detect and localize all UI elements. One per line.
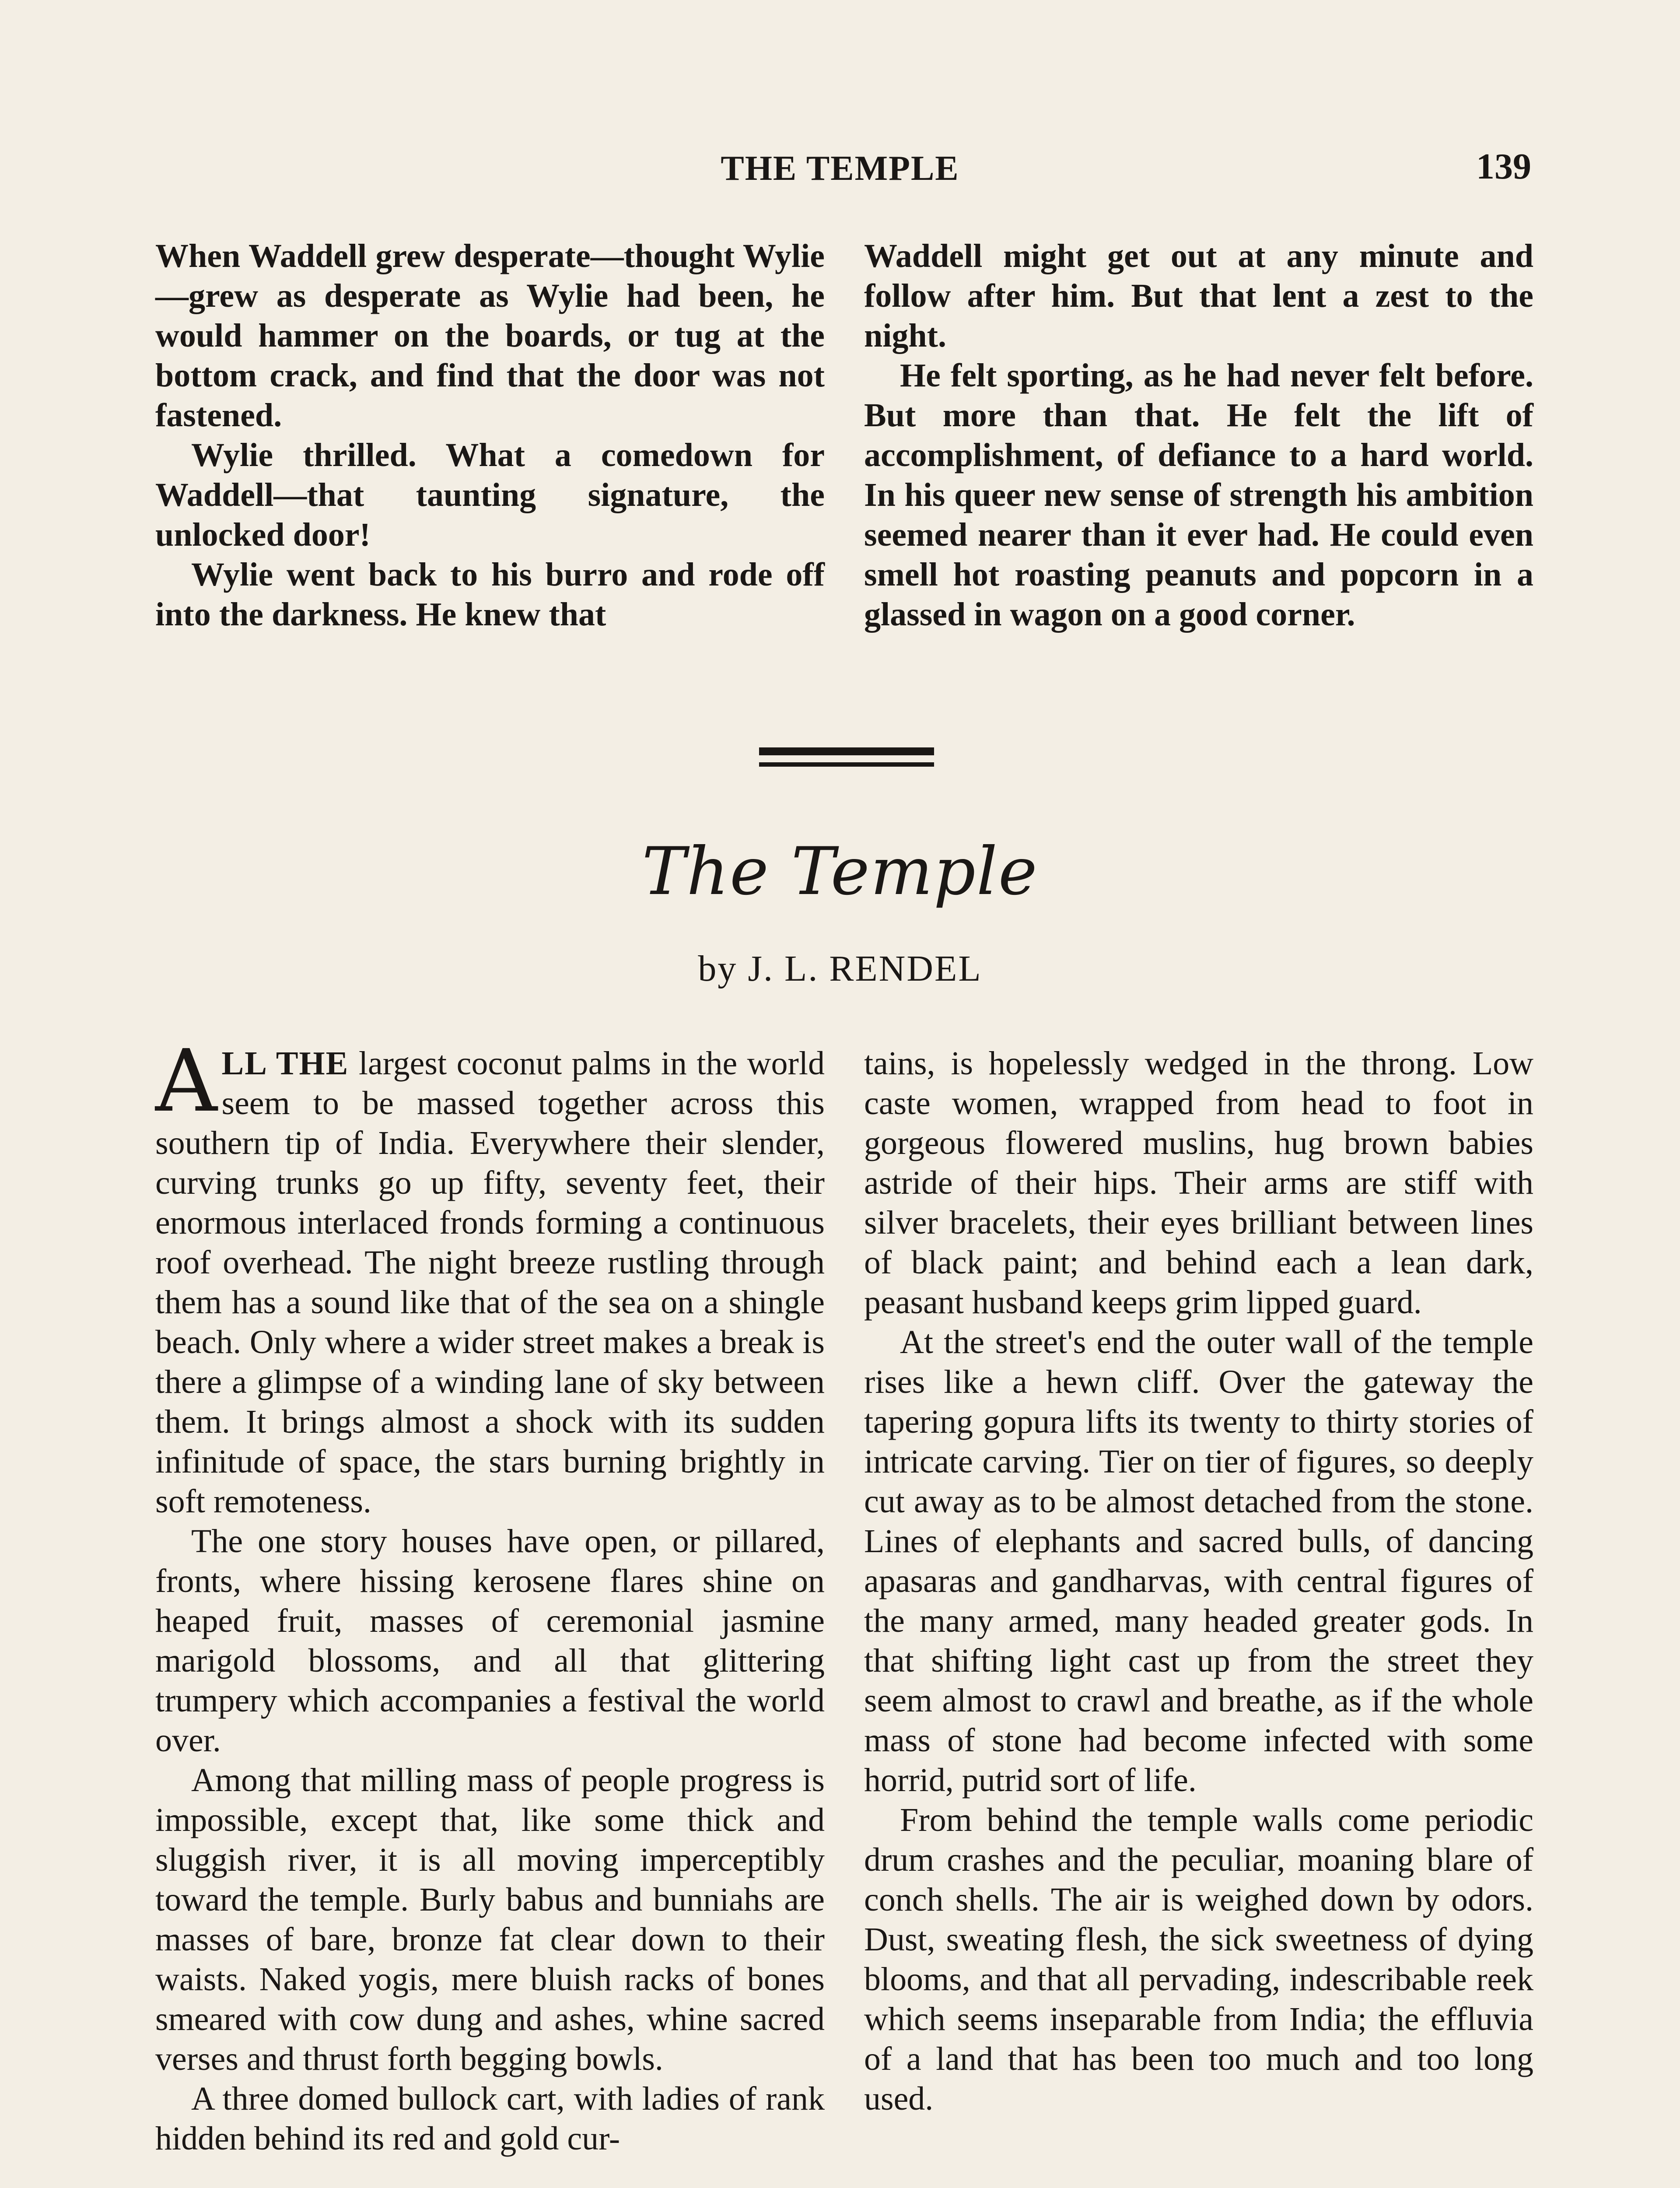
paragraph: Waddell might get out at any minute and follow after him. But that lent a zest to the night. — [864, 238, 1533, 354]
first-paragraph-text: largest coconut palms in the world seem to be massed together across this southern tip of India. Everywhere their slender, curving trunks go up fifty, seventy feet, their enormous interlaced fronds forming a continuous roof overhead. The night breeze rustling through them has a sound like that of the sea on a shingle beach. Only where a wider street makes a break is there a glimpse of a winding lane of sky between them. It brings almost a shock with its sudden infinitude of space, the stars burning brightly in soft remoteness. — [155, 1045, 825, 1520]
running-title: THE TEMPLE — [721, 149, 959, 188]
paragraph: Among that milling mass of people progress is impossible, except that, like some thick and sluggish river, it is all moving imperceptibly toward the temple. Burly babus and bunniahs are masses of bare, bronze fat clear down to their waists. Naked yogis, mere bluish racks of bones smeared with cow dung and ashes, whine sacred verses and thrust forth begging bowls. — [155, 1762, 825, 2077]
paragraph: The one story houses have open, or pillared, fronts, where hissing kerosene flares shine on heaped fruit, masses of ceremonial jasmine marigold blossoms, and all that glittering trumpery which accompanies a festival the world over. — [155, 1523, 825, 1759]
page-number: 139 — [1476, 146, 1531, 187]
section-divider-thick — [759, 747, 934, 755]
paragraph: He felt sporting, as he had never felt before. But more than that. He felt the lift of accomplishment, of defiance to a hard world. In his queer new sense of strength his ambition seemed nearer than it ever had. He could even smell hot roasting peanuts and popcorn in a glassed in wagon on a good corner. — [864, 357, 1533, 633]
paragraph: When Waddell grew desperate—thought Wylie—grew as desperate as Wylie had been, he would hammer on the boards, or tug at the bottom crack, and find that the door was not fastened. — [155, 238, 825, 434]
continued-story-left-column — [155, 236, 825, 635]
running-head — [0, 146, 1680, 197]
paragraph: At the street's end the outer wall of the temple rises like a hewn cliff. Over the gateway the tapering gopura lifts its twenty to thirty stories of intricate carving. Tier on tier of figures, so deeply cut away as to be almost detached from the stone. Lines of elephants and sacred bulls, of dancing apasaras and gandharvas, with central figures of the many armed, many headed greater gods. In that shifting light cast up from the street they seem almost to crawl and breathe, as if the whole mass of stone had become infected with some horrid, putrid sort of life. — [864, 1324, 1533, 1799]
paragraph: From behind the temple walls come periodic drum crashes and the peculiar, moaning blare of conch shells. The air is weighed down by odors. Dust, sweating flesh, the sick sweetness of dying blooms, and that all pervading, indescribable reek which seems inseparable from India; the effluvia of a land that has been too much and too long used. — [864, 1802, 1533, 2117]
byline: by J. L. RENDEL — [698, 948, 982, 989]
paragraph: tains, is hopelessly wedged in the throng. Low caste women, wrapped from head to foot in gorgeous flowered muslins, hug brown babies astride of their hips. Their arms are stiff with silver bracelets, their eyes brilliant between lines of black paint; and behind each a lean dark, peasant husband keeps grim lipped guard. — [864, 1045, 1533, 1321]
first-paragraph — [155, 1031, 825, 1522]
article-right-column — [864, 1044, 1533, 2119]
paragraph: Wylie thrilled. What a comedown for Waddell—that taunting signature, the unlocked door! — [155, 437, 825, 553]
paragraph: A three domed bullock cart, with ladies of rank hidden behind its red and gold cur- — [155, 2080, 825, 2157]
article-left-column — [155, 1031, 825, 2159]
lead-caps: LL THE — [221, 1045, 349, 1082]
article-title: The Temple — [642, 834, 1038, 910]
section-divider-thin — [759, 762, 934, 767]
drop-cap: A — [155, 1031, 217, 1131]
paragraph: Wylie went back to his burro and rode off into the darkness. He knew that — [155, 556, 825, 633]
continued-story-right-column — [864, 236, 1533, 635]
